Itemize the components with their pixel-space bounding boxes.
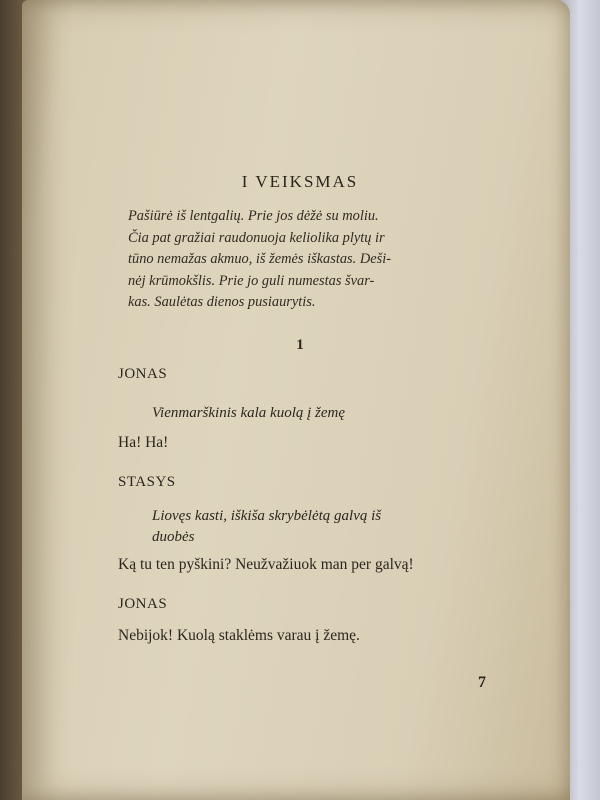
stage-direction-line: kas. Saulėtas dienos pusiaurytis. [128,294,316,310]
action-direction: Vienmarškinis kala kuolą į žemę [152,405,346,421]
action-direction [152,506,492,548]
action-direction-line: Liovęs kasti, iškiša skrybėlėtą galvą iš [152,508,382,524]
dialogue-line: Nebijok! Kuolą staklėms varau į žemę. [118,627,360,644]
scene-number: 1 [296,337,304,353]
stage-direction-line: tūno nemažas akmuo, iš žemės iškastas. Deši- [128,251,392,267]
stage-direction-line: Pašiūrė iš lentgalių. Prie jos dėžė su moliu. [128,208,379,224]
dialogue-line: Ką tu ten pyškini? Neužvažiuok man per galvą! [118,556,414,573]
speaker-name: JONAS [118,366,168,382]
stage-direction-line: Čia pat gražiai raudonuoja keliolika plytų ir [128,229,385,246]
speaker-name: STASYS [118,474,176,490]
stage-direction-line: nėj krūmokšlis. Prie jo guli numestas švar- [128,272,375,289]
stage-direction [128,206,466,314]
action-direction-line: duobės [152,529,195,545]
dialogue-line: Ha! Ha! [118,434,169,451]
speaker-name: JONAS [118,596,168,612]
page-number: 7 [478,674,486,691]
act-title: I VEIKSMAS [241,172,359,191]
